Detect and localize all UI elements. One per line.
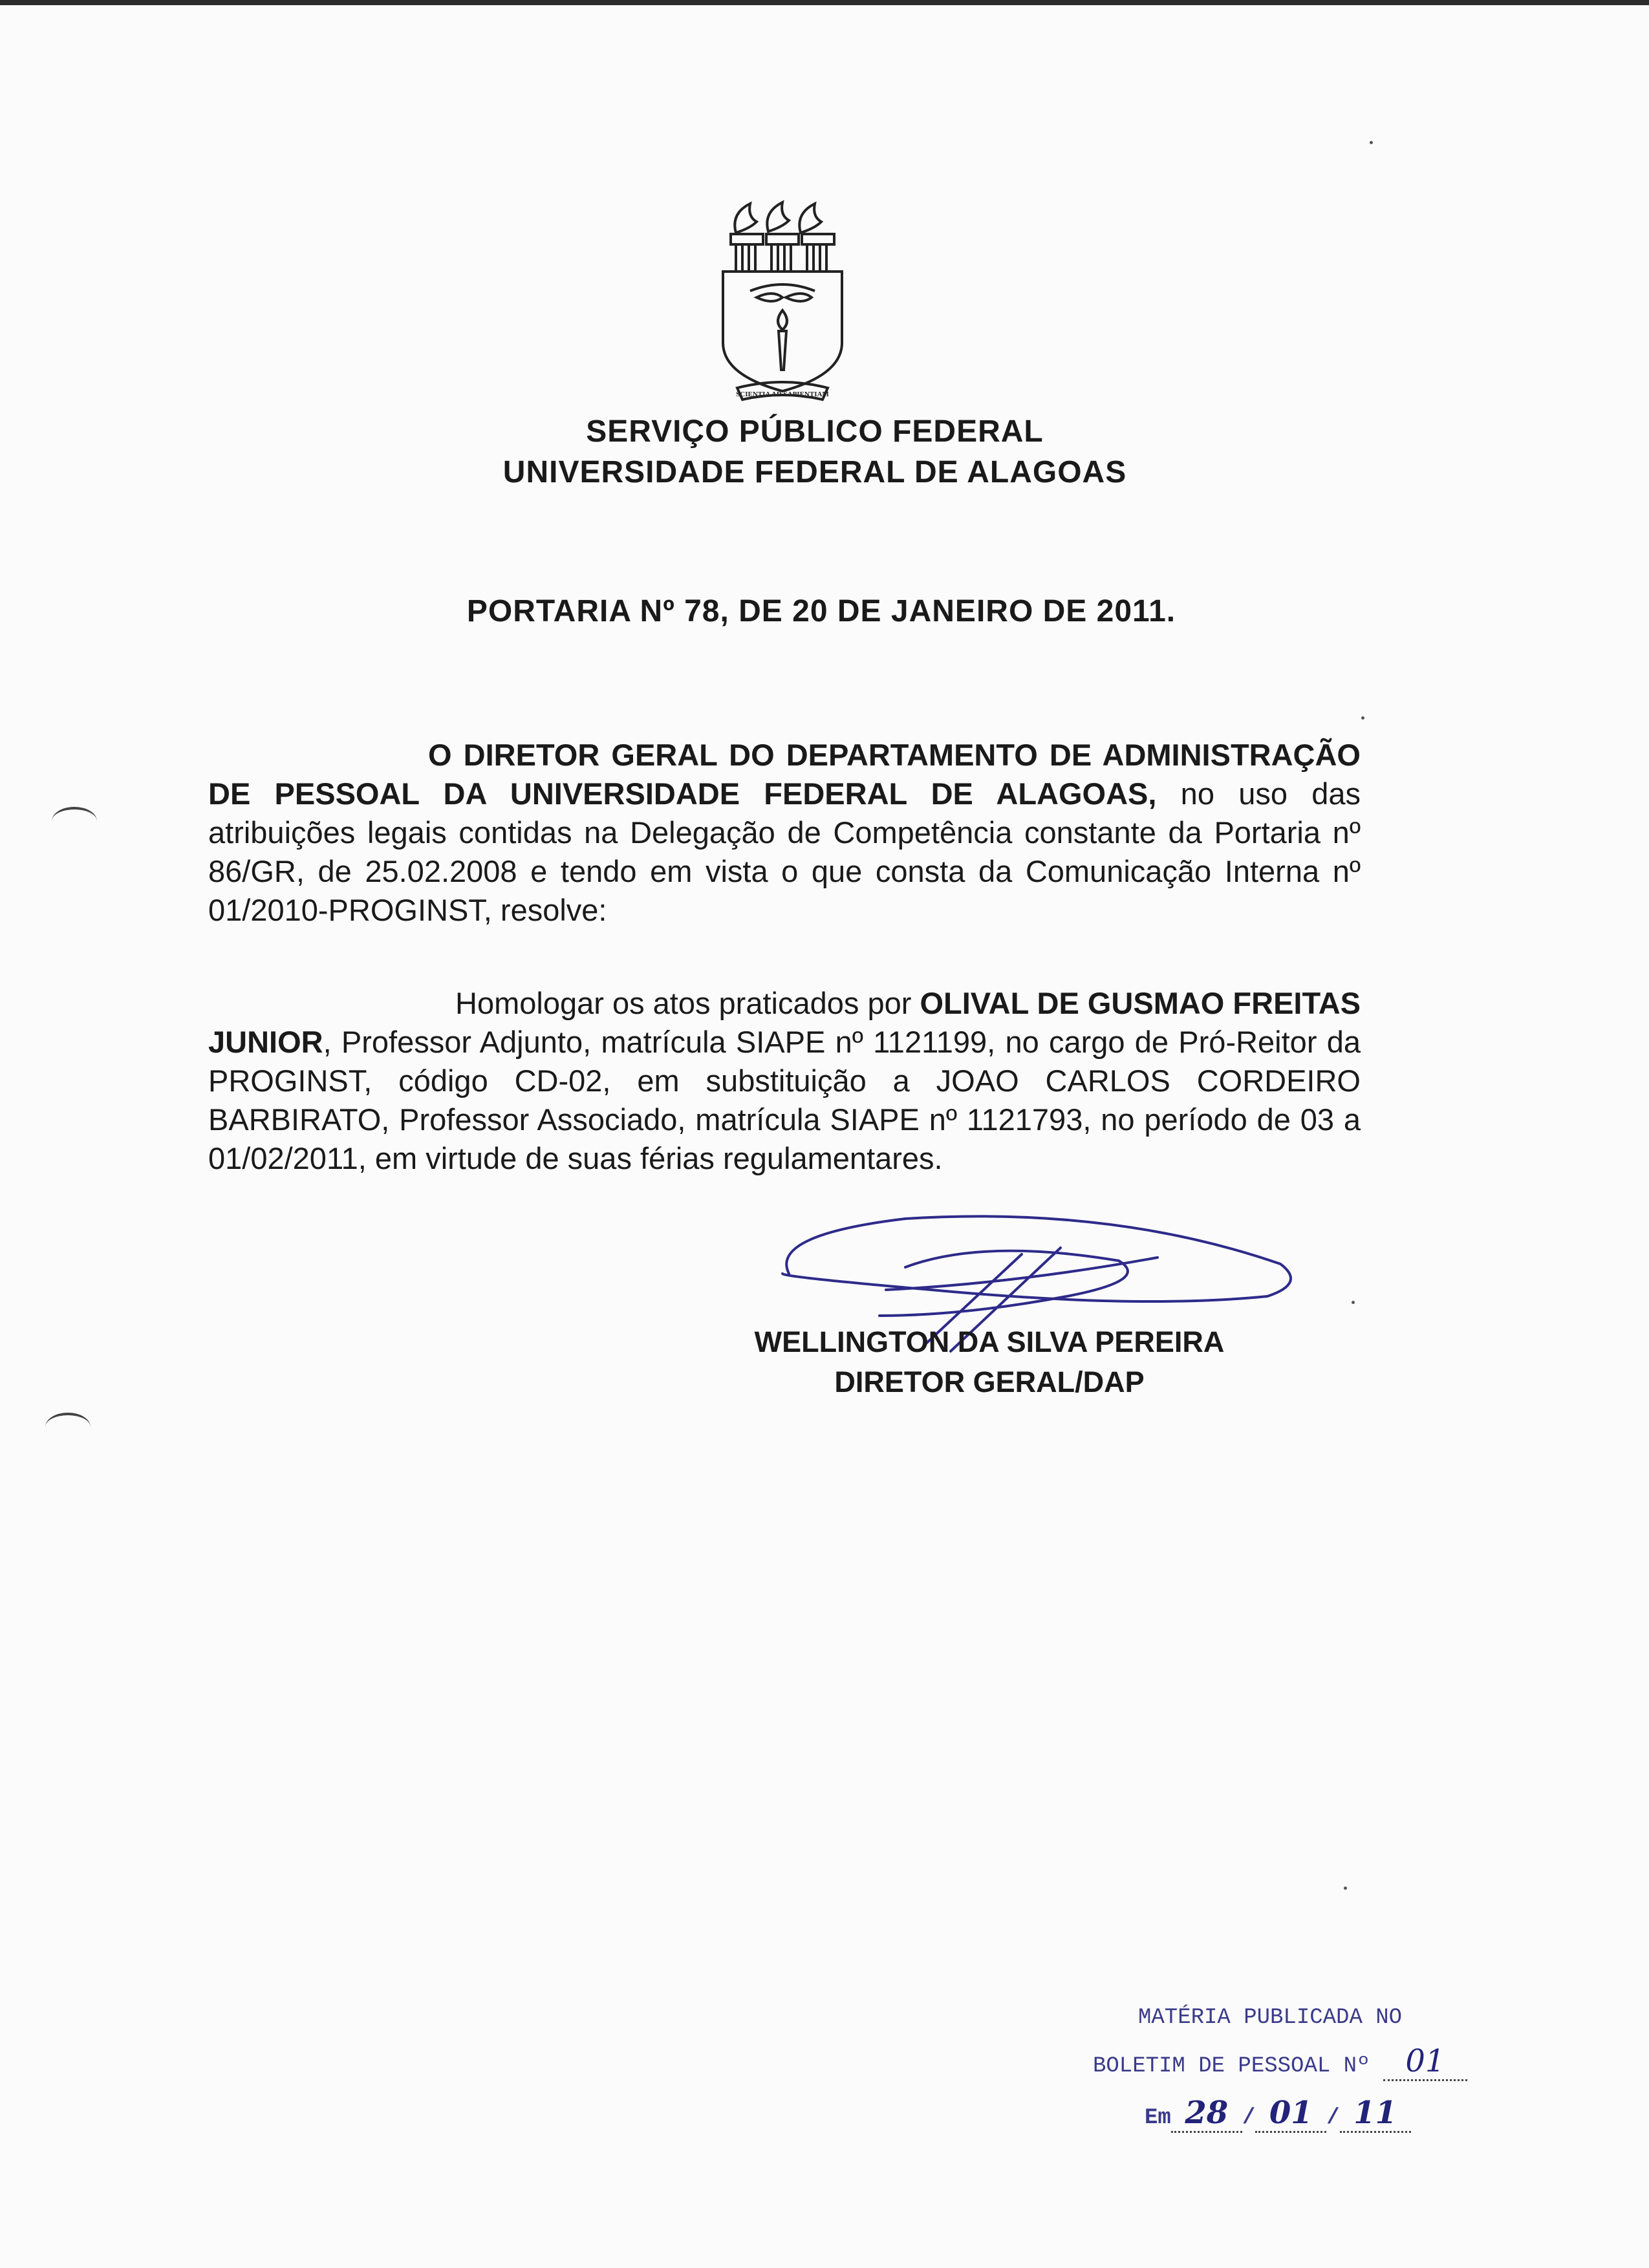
- stamp-line-date: [1145, 2095, 1411, 2133]
- scan-speck: [1370, 141, 1373, 144]
- punch-hole-mark: [52, 807, 97, 835]
- stamp-bulletin-number: 01: [1383, 2043, 1467, 2081]
- preamble-paragraph: [208, 736, 1361, 930]
- resolution-lead: Homologar os atos praticados por: [455, 986, 920, 1020]
- stamp-date-separator: /: [1242, 2106, 1256, 2130]
- scan-speck: [1352, 1301, 1355, 1304]
- preamble-text: no uso das atribuições legais contidas na Delegação de Competência constante da Portaria nº 86/GR, de 25.02.2008 e tendo em vista o que consta da Comunicação Interna nº 01/2010-PROGINST, resolve:: [208, 776, 1361, 927]
- university-crest-logo: [711, 194, 854, 407]
- substitute-name: OLIVAL DE GUSMAO FREITAS JUNIOR: [208, 986, 1361, 1059]
- ordinance-title: PORTARIA Nº 78, DE 20 DE JANEIRO DE 2011.: [466, 594, 1176, 628]
- header-line-university: UNIVERSIDADE FEDERAL DE ALAGOAS: [502, 455, 1127, 489]
- signatory-name: WELLINGTON DA SILVA PEREIRA: [754, 1325, 1225, 1358]
- svg-text:SCIENTIA AD SAPIENTIAM: SCIENTIA AD SAPIENTIAM: [736, 390, 829, 398]
- preamble-authority: O DIRETOR GERAL DO DEPARTAMENTO DE ADMINISTRAÇÃO DE PESSOAL DA UNIVERSIDADE FEDERAL DE ALAGOAS,: [208, 738, 1361, 811]
- punch-hole-mark: [45, 1413, 91, 1441]
- resolution-paragraph: [208, 984, 1361, 1178]
- signatory-role: DIRETOR GERAL/DAP: [834, 1365, 1145, 1398]
- stamp-date-day: 28: [1171, 2095, 1242, 2133]
- stamp-date-label: Em: [1145, 2106, 1171, 2130]
- scan-speck: [1361, 716, 1364, 720]
- stamp-date-separator: /: [1326, 2106, 1340, 2130]
- scan-top-edge: [0, 0, 1649, 5]
- stamp-bulletin-label: BOLETIM DE PESSOAL Nº: [1093, 2054, 1370, 2079]
- header-line-service: SERVIÇO PÚBLICO FEDERAL: [586, 414, 1044, 449]
- stamp-line-published: MATÉRIA PUBLICADA NO: [1138, 2006, 1403, 2030]
- resolution-text: , Professor Adjunto, matrícula SIAPE nº 1121199, no cargo de Pró-Reitor da PROGINST, código CD-02, em substituição a JOAO CARLOS CORDEIRO BARBIRATO, Professor Associado, matrícula SIAPE nº 1121793, no período de 03 a 01/02/2011, em virtude de suas férias regulamentares.: [208, 1025, 1361, 1175]
- scan-speck: [1344, 1887, 1347, 1890]
- stamp-date-year: 11: [1340, 2095, 1411, 2133]
- stamp-line-bulletin: [1093, 2043, 1467, 2081]
- stamp-date-month: 01: [1255, 2095, 1326, 2133]
